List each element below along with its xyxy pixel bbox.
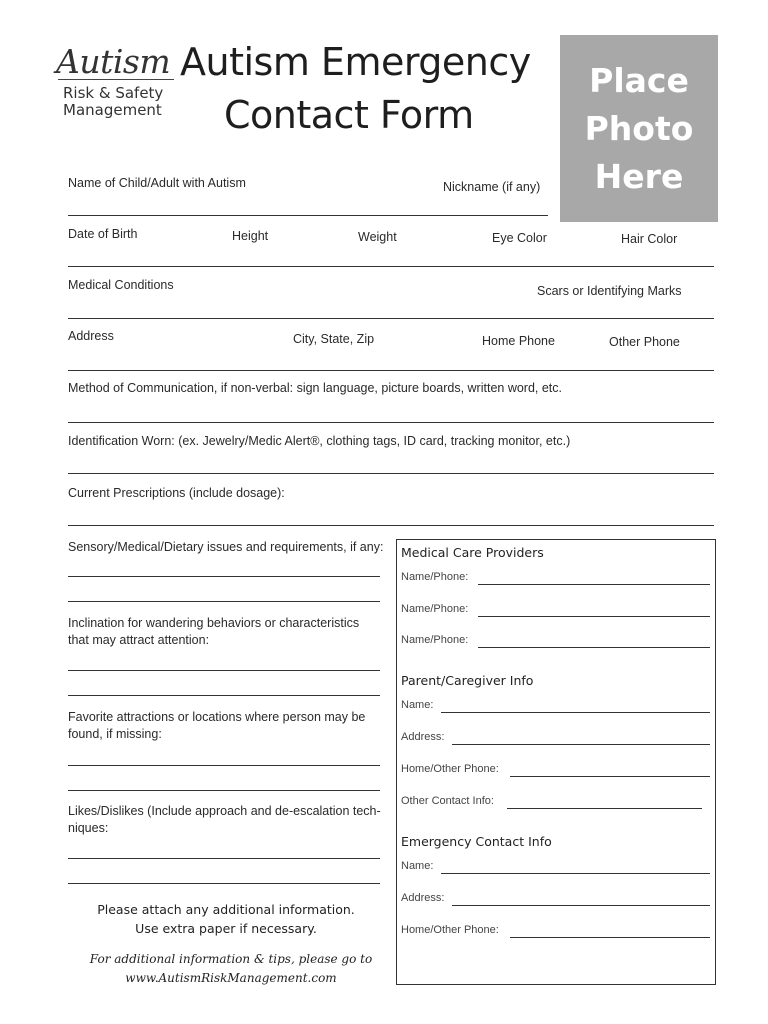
- label-scars: Scars or Identifying Marks: [537, 284, 682, 298]
- label-other-contact: Other Contact Info:: [401, 795, 494, 807]
- label-sensory: Sensory/Medical/Dietary issues and requirements, if any:: [68, 540, 384, 554]
- parent-caregiver-heading: Parent/Caregiver Info: [401, 673, 534, 688]
- label-identification: Identification Worn: (ex. Jewelry/Medic Alert®, clothing tags, ID card, tracking monitor, etc.): [68, 434, 571, 448]
- parent-address-line: [452, 744, 710, 745]
- communication-line: [68, 422, 714, 423]
- label-home-phone: Home Phone: [482, 334, 555, 348]
- other-contact-line: [507, 808, 702, 809]
- vitals-line: [68, 266, 714, 267]
- medical-conditions-field[interactable]: [68, 301, 712, 317]
- label-eye-color: Eye Color: [492, 231, 547, 245]
- label-nickname: Nickname (if any): [443, 180, 541, 194]
- sensory-field-2[interactable]: [68, 584, 378, 600]
- label-emergency-phone: Home/Other Phone:: [401, 924, 499, 936]
- wandering-field-2[interactable]: [68, 678, 378, 694]
- sensory-field-1[interactable]: [68, 559, 378, 575]
- photo-text-line-3: Here: [594, 156, 684, 196]
- address-line: [68, 370, 714, 371]
- favorite-line-1: [68, 765, 380, 766]
- wandering-line-2: [68, 695, 380, 696]
- communication-field[interactable]: [68, 405, 712, 421]
- label-likes: Likes/Dislikes (Include approach and de-escalation tech-niques:: [68, 804, 381, 835]
- likes-line-2: [68, 883, 380, 884]
- provider-2-line: [478, 616, 710, 617]
- photo-text-line-1: Place: [589, 60, 689, 100]
- contacts-box: [396, 539, 716, 985]
- sensory-line-1: [68, 576, 380, 577]
- name-line: [68, 215, 548, 216]
- label-parent-address: Address:: [401, 731, 445, 743]
- emergency-phone-line: [510, 937, 710, 938]
- label-name: Name of Child/Adult with Autism: [68, 176, 246, 190]
- logo-line-2: Management: [63, 101, 162, 119]
- label-dob: Date of Birth: [68, 227, 138, 241]
- provider-3-line: [478, 647, 710, 648]
- likes-line-1: [68, 858, 380, 859]
- prescriptions-field[interactable]: [68, 508, 712, 524]
- label-parent-phone: Home/Other Phone:: [401, 763, 499, 775]
- identification-field[interactable]: [68, 456, 712, 472]
- attach-note-line-1: Please attach any additional information.: [97, 902, 355, 917]
- name-field[interactable]: [68, 197, 546, 213]
- label-address: Address: [68, 329, 114, 343]
- likes-field-2[interactable]: [68, 866, 378, 882]
- medical-care-providers-heading: Medical Care Providers: [401, 545, 544, 560]
- sensory-line-2: [68, 601, 380, 602]
- likes-field-1[interactable]: [68, 841, 378, 857]
- label-provider-1: Name/Phone:: [401, 571, 469, 583]
- label-favorite: Favorite attractions or locations where person may be found, if missing:: [68, 710, 366, 741]
- identification-line: [68, 473, 714, 474]
- label-medical-conditions: Medical Conditions: [68, 278, 174, 292]
- favorite-line-2: [68, 790, 380, 791]
- medical-conditions-line: [68, 318, 714, 319]
- label-provider-3: Name/Phone:: [401, 634, 469, 646]
- form-title-line-2: Contact Form: [224, 93, 474, 137]
- photo-text-line-2: Photo: [584, 108, 694, 148]
- address-field[interactable]: [68, 353, 712, 369]
- emergency-name-line: [441, 873, 710, 874]
- label-hair-color: Hair Color: [621, 232, 678, 246]
- info-note-line-1: For additional information & tips, please go to: [89, 952, 373, 966]
- label-communication: Method of Communication, if non-verbal: sign language, picture boards, written word, etc.: [68, 381, 563, 395]
- logo-word: Autism: [56, 42, 171, 81]
- favorite-field-2[interactable]: [68, 773, 378, 789]
- logo-line-1: Risk & Safety: [63, 84, 164, 102]
- attach-note-line-2: Use extra paper if necessary.: [135, 921, 317, 936]
- website-link[interactable]: www.AutismRiskManagement.com: [125, 971, 337, 985]
- wandering-field-1[interactable]: [68, 653, 378, 669]
- label-weight: Weight: [358, 230, 397, 244]
- label-other-phone: Other Phone: [609, 335, 680, 349]
- emergency-contact-heading: Emergency Contact Info: [401, 834, 552, 849]
- parent-name-line: [441, 712, 710, 713]
- label-wandering: Inclination for wandering behaviors or characteristics that may attract attention:: [68, 616, 360, 647]
- label-height: Height: [232, 229, 269, 243]
- prescriptions-line: [68, 525, 714, 526]
- label-emergency-address: Address:: [401, 892, 445, 904]
- label-emergency-name: Name:: [401, 860, 434, 872]
- label-parent-name: Name:: [401, 699, 434, 711]
- label-provider-2: Name/Phone:: [401, 603, 469, 615]
- vitals-field[interactable]: [68, 249, 712, 265]
- wandering-line-1: [68, 670, 380, 671]
- photo-placeholder[interactable]: [560, 35, 718, 222]
- label-city-state-zip: City, State, Zip: [293, 332, 375, 346]
- logo-underline: [58, 79, 174, 80]
- favorite-field-1[interactable]: [68, 748, 378, 764]
- provider-1-line: [478, 584, 710, 585]
- form-title-line-1: Autism Emergency: [180, 40, 531, 84]
- parent-phone-line: [510, 776, 710, 777]
- emergency-address-line: [452, 905, 710, 906]
- label-prescriptions: Current Prescriptions (include dosage):: [68, 486, 285, 500]
